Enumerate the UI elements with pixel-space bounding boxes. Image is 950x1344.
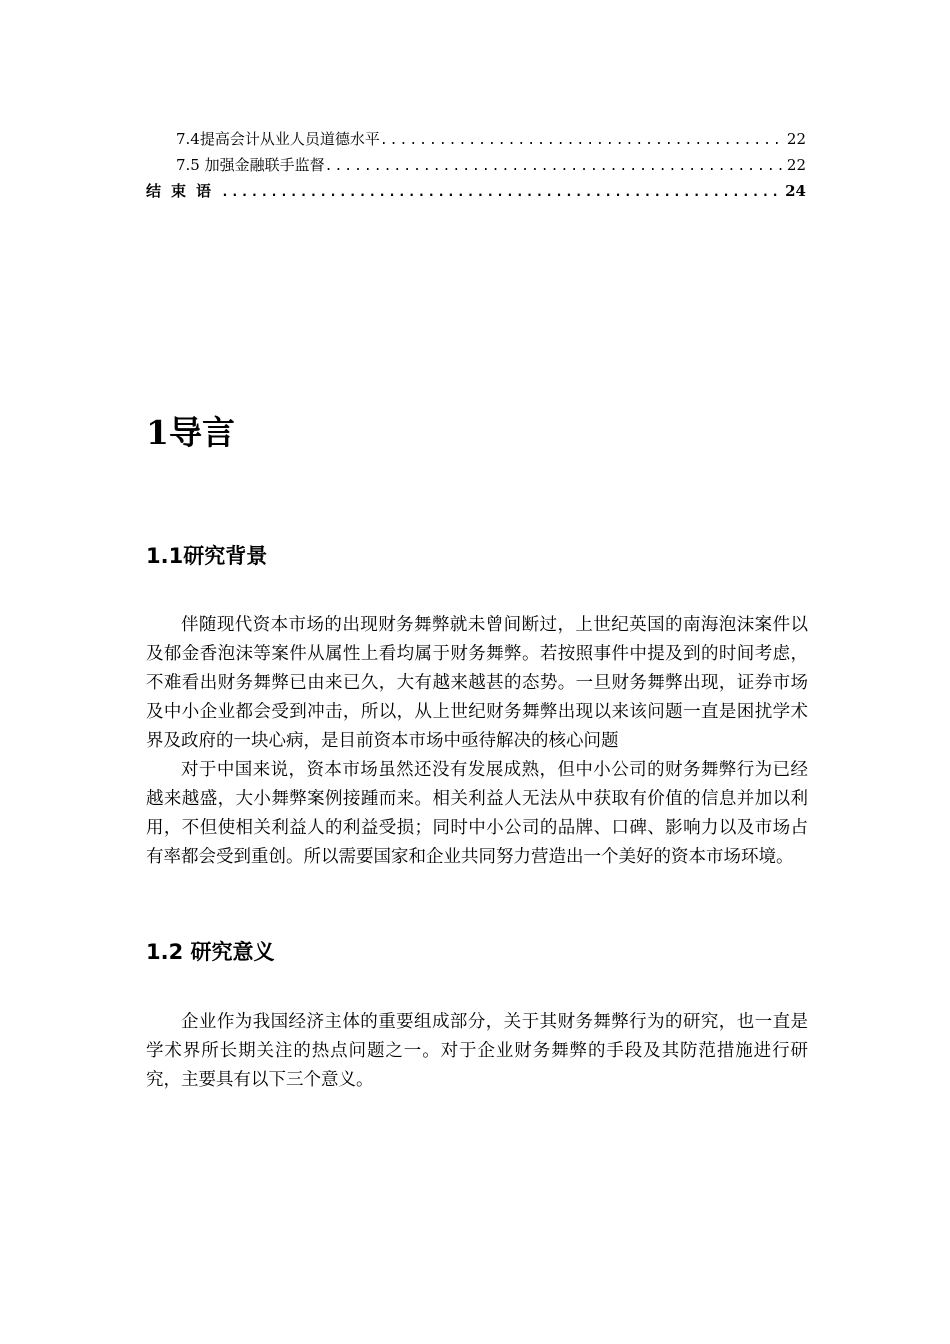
toc-entry[interactable] — [146, 126, 806, 152]
paragraph: 对于中国来说，资本市场虽然还没有发展成熟，但中小公司的财务舞弊行为已经越来越盛，大小舞弊案例接踵而来。相关利益人无法从中获取有价值的信息并加以利用，不但使相关利益人的利益受损；同时中小公司的品牌、口碑、影响力以及市场占有率都会受到重创。所以需要国家和企业共同努力营造出一个美好的资本市场环境。 — [146, 760, 808, 867]
toc-entry[interactable] — [146, 152, 806, 178]
paragraph: 伴随现代资本市场的出现财务舞弊就未曾间断过，上世纪英国的南海泡沫案件以及郁金香泡沫等案件从属性上看均属于财务舞弊。若按照事件中提及到的时间考虑，不难看出财务舞弊已由来已久，大有越来越甚的态势。一旦财务舞弊出现，证券市场及中小企业都会受到冲击，所以，从上世纪财务舞弊出现以来该问题一直是困扰学术界及政府的一块心病，是目前资本市场中亟待解决的核心问题 — [146, 615, 808, 751]
chapter-title: 1导言 — [146, 413, 235, 452]
table-of-contents — [146, 126, 806, 204]
toc-leader-dots — [380, 128, 785, 154]
toc-entry-page: 24 — [785, 182, 806, 200]
toc-entry-page: 22 — [786, 156, 806, 174]
toc-entry-label: 结束语 — [146, 182, 222, 200]
toc-entry-label: 7.5 加强金融联手监督 — [176, 156, 325, 174]
toc-entry-label: 7.4提高会计从业人员道德水平 — [176, 130, 380, 148]
toc-leader-dots — [325, 154, 785, 180]
toc-entry-page: 22 — [786, 130, 806, 148]
section-heading: 1.1研究背景 — [146, 544, 268, 568]
toc-leader-dots — [221, 180, 783, 206]
paragraph: 企业作为我国经济主体的重要组成部分，关于其财务舞弊行为的研究，也一直是学术界所长期关注的热点问题之一。对于企业财务舞弊的手段及其防范措施进行研究，主要具有以下三个意义。 — [146, 1012, 808, 1090]
toc-entry[interactable] — [146, 178, 806, 204]
section-heading: 1.2 研究意义 — [146, 940, 275, 964]
